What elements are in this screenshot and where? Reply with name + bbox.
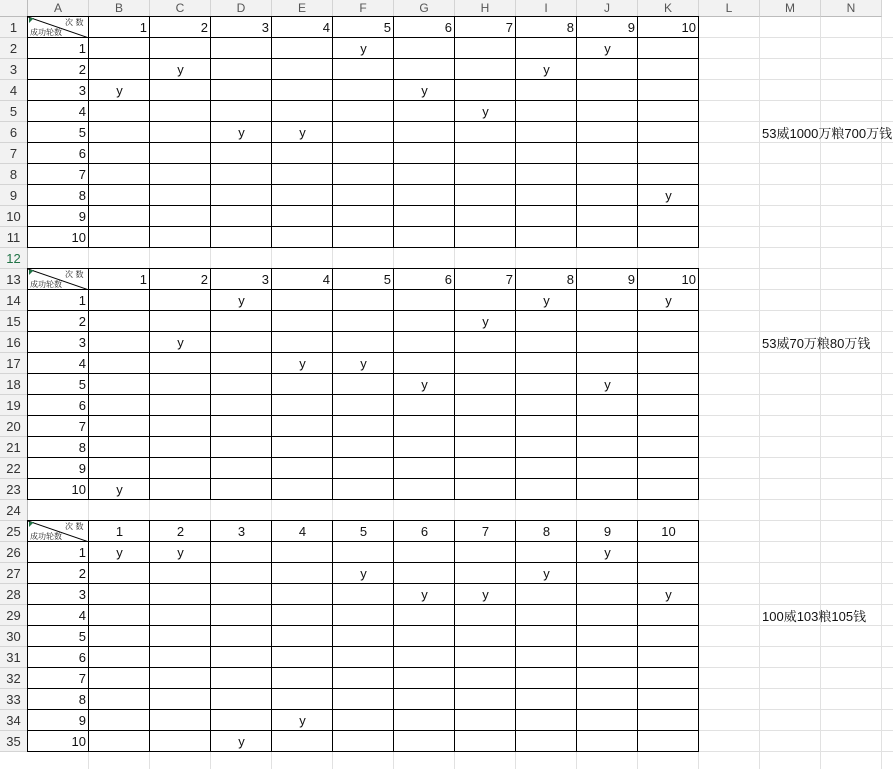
row-header-28[interactable]: 28 [0, 584, 28, 605]
row-header-25[interactable]: 25 [0, 521, 28, 542]
row-header-26[interactable]: 26 [0, 542, 28, 563]
table-border-vertical [454, 520, 455, 752]
success-mark[interactable]: y [360, 41, 367, 56]
column-header-i[interactable]: I [516, 0, 577, 17]
row-header-3[interactable]: 3 [0, 59, 28, 80]
table-column-label: 2 [200, 272, 208, 287]
table-column-label: 2 [176, 524, 185, 539]
table-column-label: 8 [542, 524, 551, 539]
table-row-label: 3 [78, 587, 86, 602]
table-border-vertical [149, 16, 150, 248]
table-column-label: 1 [115, 524, 124, 539]
table-border-vertical [454, 16, 455, 248]
table-border-vertical [88, 16, 89, 248]
table-column-label: 4 [322, 272, 330, 287]
table-row-label: 7 [78, 419, 86, 434]
table-border-horizontal [27, 226, 699, 227]
table-row-label: 5 [78, 377, 86, 392]
table-border-vertical [576, 16, 577, 248]
column-header-n[interactable]: N [821, 0, 882, 17]
success-mark[interactable]: y [543, 566, 550, 581]
table-row-label: 8 [78, 692, 86, 707]
table-border-vertical [515, 16, 516, 248]
row-header-33[interactable]: 33 [0, 689, 28, 710]
table-border-vertical [576, 268, 577, 500]
table-border-vertical [27, 16, 28, 248]
success-mark[interactable]: y [421, 377, 428, 392]
table-row-label: 4 [78, 356, 86, 371]
table-row-label: 5 [78, 125, 86, 140]
row-header-27[interactable]: 27 [0, 563, 28, 584]
table-column-label: 2 [200, 20, 208, 35]
table-border-vertical [393, 16, 394, 248]
success-mark[interactable]: y [543, 293, 550, 308]
table-column-label: 9 [627, 272, 635, 287]
table-border-vertical [27, 520, 28, 752]
header-label-success-rounds: 成功轮数 [30, 28, 62, 37]
table-border-horizontal [27, 79, 699, 80]
table-row-label: 10 [71, 230, 86, 245]
table-border-horizontal [27, 205, 699, 206]
success-mark[interactable]: y [238, 734, 245, 749]
table-column-label: 8 [566, 272, 574, 287]
table-border-vertical [88, 268, 89, 500]
success-mark[interactable]: y [116, 545, 123, 560]
table-row-label: 6 [78, 650, 86, 665]
column-header-a[interactable]: A [28, 0, 89, 17]
resource-note: 53威1000万粮700万钱 [762, 126, 893, 141]
row-header-18[interactable]: 18 [0, 374, 28, 395]
table-border-horizontal [27, 289, 699, 290]
table-row-label: 8 [78, 440, 86, 455]
table-row-label: 9 [78, 713, 86, 728]
row-header-22[interactable]: 22 [0, 458, 28, 479]
row-header-11[interactable]: 11 [0, 227, 28, 248]
column-header-h[interactable]: H [455, 0, 516, 17]
table-row-label: 10 [71, 482, 86, 497]
table-border-horizontal [27, 121, 699, 122]
table-border-vertical [271, 268, 272, 500]
table-row-label: 8 [78, 188, 86, 203]
column-header-d[interactable]: D [211, 0, 272, 17]
table-border-horizontal [27, 247, 699, 248]
table-border-vertical [27, 268, 28, 500]
table-border-horizontal [27, 142, 699, 143]
header-label-success-rounds: 成功轮数 [30, 532, 62, 541]
success-mark[interactable]: y [421, 587, 428, 602]
comment-indicator [29, 522, 34, 527]
table-row-label: 1 [78, 545, 86, 560]
table-border-vertical [698, 268, 699, 500]
row-header-9[interactable]: 9 [0, 185, 28, 206]
column-header-b[interactable]: B [89, 0, 150, 17]
header-label-attempts: 次 数 [65, 522, 84, 531]
table-row-label: 10 [71, 734, 86, 749]
success-mark[interactable]: y [543, 62, 550, 77]
table-border-horizontal [27, 499, 699, 500]
table-border-vertical [637, 268, 638, 500]
table-column-label: 3 [237, 524, 246, 539]
table-border-horizontal [27, 268, 699, 269]
table-border-horizontal [27, 583, 699, 584]
table-border-vertical [210, 16, 211, 248]
table-border-horizontal [27, 478, 699, 479]
gridline-vertical [759, 17, 760, 769]
row-header-15[interactable]: 15 [0, 311, 28, 332]
table-row-label: 2 [78, 62, 86, 77]
success-mark[interactable]: y [238, 293, 245, 308]
table-border-horizontal [27, 415, 699, 416]
table-border-vertical [393, 520, 394, 752]
table-border-horizontal [27, 625, 699, 626]
table-border-horizontal [27, 751, 699, 752]
table-column-label: 7 [481, 524, 490, 539]
table-column-label: 5 [383, 20, 391, 35]
table-row-label: 6 [78, 398, 86, 413]
table-row-label: 7 [78, 167, 86, 182]
table-border-horizontal [27, 688, 699, 689]
row-header-31[interactable]: 31 [0, 647, 28, 668]
table-row-label: 9 [78, 209, 86, 224]
table-border-vertical [88, 520, 89, 752]
column-header-e[interactable]: E [272, 0, 333, 17]
success-mark[interactable]: y [482, 104, 489, 119]
column-header-f[interactable]: F [333, 0, 394, 17]
table-border-horizontal [27, 604, 699, 605]
row-header-10[interactable]: 10 [0, 206, 28, 227]
table-border-vertical [515, 268, 516, 500]
comment-indicator [29, 270, 34, 275]
row-header-30[interactable]: 30 [0, 626, 28, 647]
table-border-vertical [637, 16, 638, 248]
table-column-label: 6 [444, 20, 452, 35]
column-header-c[interactable]: C [150, 0, 211, 17]
success-mark[interactable]: y [604, 41, 611, 56]
table-border-horizontal [27, 100, 699, 101]
table-border-vertical [515, 520, 516, 752]
row-header-5[interactable]: 5 [0, 101, 28, 122]
table-border-vertical [637, 520, 638, 752]
table-border-horizontal [27, 709, 699, 710]
row-header-14[interactable]: 14 [0, 290, 28, 311]
column-header-k[interactable]: K [638, 0, 699, 17]
table-border-vertical [454, 268, 455, 500]
table-border-vertical [698, 520, 699, 752]
row-header-32[interactable]: 32 [0, 668, 28, 689]
table-row-label: 4 [78, 608, 86, 623]
row-header-8[interactable]: 8 [0, 164, 28, 185]
row-header-34[interactable]: 34 [0, 710, 28, 731]
table-border-vertical [149, 520, 150, 752]
table-border-vertical [210, 268, 211, 500]
success-mark[interactable]: y [665, 293, 672, 308]
row-header-21[interactable]: 21 [0, 437, 28, 458]
table-border-horizontal [27, 352, 699, 353]
success-mark[interactable]: y [482, 314, 489, 329]
table-row-label: 3 [78, 335, 86, 350]
table-border-vertical [271, 520, 272, 752]
row-header-19[interactable]: 19 [0, 395, 28, 416]
success-mark[interactable]: y [482, 587, 489, 602]
table-column-label: 5 [383, 272, 391, 287]
table-column-label: 7 [505, 20, 513, 35]
table-border-horizontal [27, 310, 699, 311]
table-row-label: 7 [78, 671, 86, 686]
row-header-29[interactable]: 29 [0, 605, 28, 626]
table-border-horizontal [27, 373, 699, 374]
table-border-horizontal [27, 58, 699, 59]
column-header-l[interactable]: L [699, 0, 760, 17]
table-border-horizontal [27, 646, 699, 647]
table-column-label: 6 [420, 524, 429, 539]
table-column-label: 7 [505, 272, 513, 287]
table-row-label: 3 [78, 83, 86, 98]
table-border-horizontal [27, 667, 699, 668]
table-column-label: 3 [261, 272, 269, 287]
table-column-label: 1 [139, 272, 147, 287]
row-header-12[interactable]: 12 [0, 248, 28, 269]
success-mark[interactable]: y [604, 545, 611, 560]
success-mark[interactable]: y [177, 62, 184, 77]
table-border-vertical [271, 16, 272, 248]
table-row-label: 2 [78, 314, 86, 329]
table-border-vertical [393, 268, 394, 500]
table-column-label: 10 [681, 272, 696, 287]
row-header-23[interactable]: 23 [0, 479, 28, 500]
table-border-horizontal [27, 163, 699, 164]
table-border-horizontal [27, 331, 699, 332]
row-header-2[interactable]: 2 [0, 38, 28, 59]
table-column-label: 6 [444, 272, 452, 287]
table-border-vertical [698, 16, 699, 248]
row-header-4[interactable]: 4 [0, 80, 28, 101]
table-border-horizontal [27, 184, 699, 185]
resource-note: 100威103粮105钱 [762, 609, 867, 624]
success-mark[interactable]: y [604, 377, 611, 392]
header-label-attempts: 次 数 [65, 270, 84, 279]
table-border-vertical [332, 268, 333, 500]
success-mark[interactable]: y [177, 335, 184, 350]
comment-indicator [29, 18, 34, 23]
table-row-label: 6 [78, 146, 86, 161]
success-mark[interactable]: y [116, 482, 123, 497]
table-border-horizontal [27, 16, 699, 17]
table-column-label: 10 [681, 20, 696, 35]
table-row-label: 9 [78, 461, 86, 476]
table-border-horizontal [27, 730, 699, 731]
table-column-label: 10 [661, 524, 676, 539]
row-header-1[interactable]: 1 [0, 17, 28, 38]
column-header-j[interactable]: J [577, 0, 638, 17]
row-header-24[interactable]: 24 [0, 500, 28, 521]
table-column-label: 9 [603, 524, 612, 539]
table-column-label: 5 [359, 524, 368, 539]
table-row-label: 5 [78, 629, 86, 644]
success-mark[interactable]: y [177, 545, 184, 560]
table-border-horizontal [27, 394, 699, 395]
success-mark[interactable]: y [360, 356, 367, 371]
table-border-horizontal [27, 37, 699, 38]
table-border-vertical [210, 520, 211, 752]
table-border-horizontal [27, 562, 699, 563]
success-mark[interactable]: y [299, 356, 306, 371]
table-border-vertical [332, 16, 333, 248]
table-column-label: 8 [566, 20, 574, 35]
row-header-6[interactable]: 6 [0, 122, 28, 143]
column-header-g[interactable]: G [394, 0, 455, 17]
table-row-label: 1 [78, 293, 86, 308]
row-header-20[interactable]: 20 [0, 416, 28, 437]
row-header-7[interactable]: 7 [0, 143, 28, 164]
table-border-vertical [332, 520, 333, 752]
table-row-label: 1 [78, 41, 86, 56]
row-header-13[interactable]: 13 [0, 269, 28, 290]
resource-note: 53威70万粮80万钱 [762, 336, 871, 351]
table-column-label: 4 [322, 20, 330, 35]
row-header-35[interactable]: 35 [0, 731, 28, 752]
table-row-label: 4 [78, 104, 86, 119]
success-mark[interactable]: y [421, 83, 428, 98]
select-all-corner[interactable] [0, 0, 28, 17]
header-label-attempts: 次 数 [65, 18, 84, 27]
row-header-17[interactable]: 17 [0, 353, 28, 374]
table-column-label: 1 [139, 20, 147, 35]
table-column-label: 9 [627, 20, 635, 35]
table-border-horizontal [27, 457, 699, 458]
table-border-horizontal [27, 436, 699, 437]
column-header-m[interactable]: M [760, 0, 821, 17]
table-border-horizontal [27, 541, 699, 542]
table-column-label: 3 [261, 20, 269, 35]
table-row-label: 2 [78, 566, 86, 581]
success-mark[interactable]: y [238, 125, 245, 140]
table-column-label: 4 [298, 524, 307, 539]
success-mark[interactable]: y [360, 566, 367, 581]
success-mark[interactable]: y [665, 587, 672, 602]
table-border-vertical [576, 520, 577, 752]
table-border-vertical [149, 268, 150, 500]
success-mark[interactable]: y [299, 125, 306, 140]
row-header-16[interactable]: 16 [0, 332, 28, 353]
table-border-horizontal [27, 520, 699, 521]
success-mark[interactable]: y [665, 188, 672, 203]
success-mark[interactable]: y [299, 713, 306, 728]
header-label-success-rounds: 成功轮数 [30, 280, 62, 289]
success-mark[interactable]: y [116, 83, 123, 98]
